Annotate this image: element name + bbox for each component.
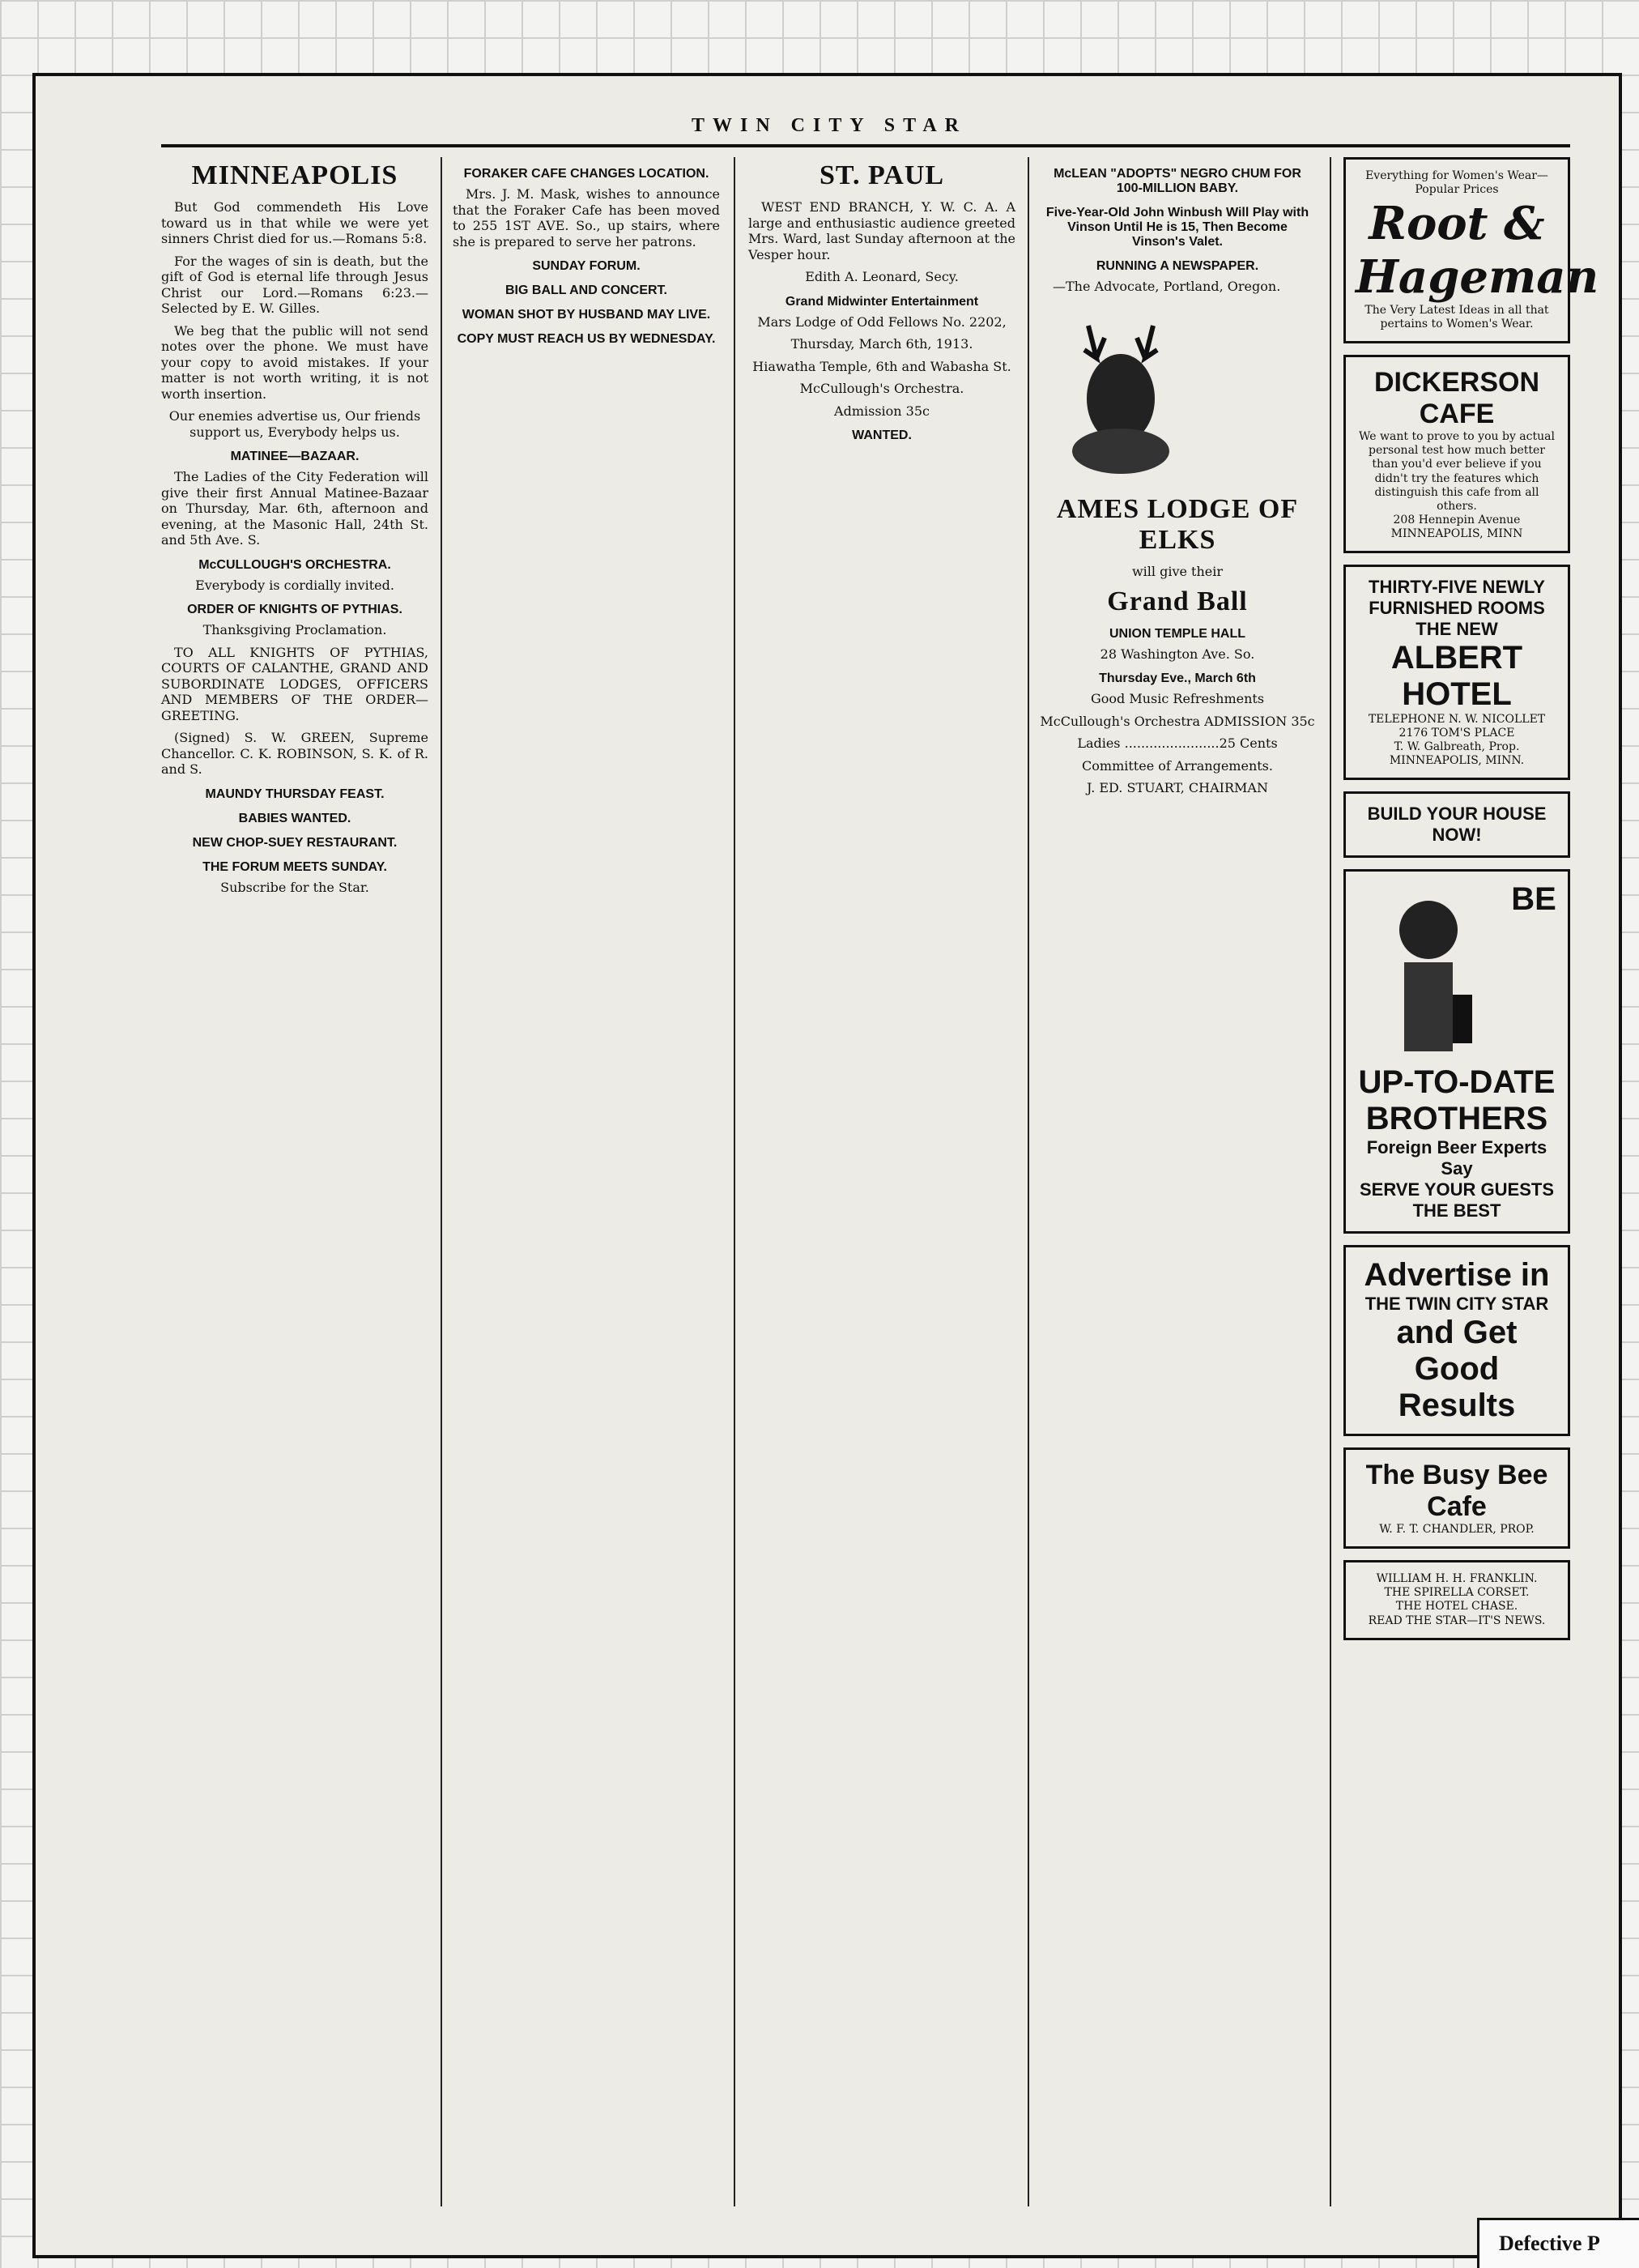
article-headline: BIG BALL AND CONCERT. <box>505 284 667 298</box>
event-notice: Admission 35c <box>834 403 930 419</box>
article-text: We beg that the public will not send notes over the phone. We must have your copy to avoid mistakes. If your matter is not worth writing, it is not worth insertion. <box>161 322 428 402</box>
ad-dickerson-cafe: DICKERSON CAFE We want to prove to you by actual personal test how much better than you'd ever believe if you didn't try the features which distinguish this cafe from all others. 208 Hennepin Avenue MINNEAPOLIS, MINN <box>1343 355 1570 553</box>
article-text: The Ladies of the City Federation will give their first Annual Matinee-Bazaar on Thursday, Mar. 6th, afternoon and evening, at the Masonic Hall, 24th St. and 5th Ave. S. <box>161 469 428 548</box>
ad-elks-title: AMES LODGE OF ELKS <box>1056 494 1299 556</box>
ad-text: J. ED. STUART, CHAIRMAN <box>1087 780 1268 796</box>
newspaper-page <box>32 73 1622 2258</box>
column-divider <box>441 157 442 2206</box>
ad-root-hageman: Everything for Women's Wear—Popular Prices Root & Hageman The Very Latest Ideas in all that pertains to Women's Wear. <box>1343 157 1570 343</box>
article-text: For the wages of sin is death, but the gift of God is eternal life through Jesus Christ our Lord.—Romans 6:23.—Selected by E. W. Gilles. <box>161 253 428 317</box>
ad-elks-grand-ball: Grand Ball <box>1107 586 1248 616</box>
event-notice: Hiawatha Temple, 6th and Wabasha St. <box>752 358 1011 374</box>
article-text: Our enemies advertise us, Our friends support us, Everybody helps us. <box>168 408 421 440</box>
event-notice: McCullough's Orchestra. <box>799 381 964 397</box>
masthead-rule <box>161 144 1570 147</box>
article-text: (Signed) S. W. GREEN, Supreme Chancellor. C. K. ROBINSON, S. K. of R. and S. <box>161 730 428 778</box>
column-divider <box>1028 157 1029 2206</box>
article-headline: WOMAN SHOT BY HUSBAND MAY LIVE. <box>462 308 711 322</box>
article-text: TO ALL KNIGHTS OF PYTHIAS, COURTS OF CALANTHE, GRAND AND SUBORDINATE LODGES, OFFICERS AND MEMBERS OF THE ORDER—GREETING. <box>161 644 428 723</box>
ad-albert-hotel: THIRTY-FIVE NEWLY FURNISHED ROOMS THE NEW ALBERT HOTEL TELEPHONE N. W. NICOLLET 2176 TOM'S PLACE T. W. Galbreath, Prop. MINNEAPOLIS, MINN. <box>1343 565 1570 780</box>
article-text: —The Advocate, Portland, Oregon. <box>1053 279 1281 294</box>
article-headline: COPY MUST REACH US BY WEDNESDAY. <box>457 332 716 347</box>
ad-text: Good Music Refreshments <box>1090 691 1265 707</box>
ad-grain-belt: BE UP-TO-DATE BROTHERS Foreign Beer Experts Say SERVE YOUR GUESTS THE BEST <box>1343 869 1570 1234</box>
ad-text: Ladies .......................25 Cents <box>1077 735 1278 752</box>
article-headline: McLEAN "ADOPTS" NEGRO CHUM FOR 100-MILLION BABY. <box>1054 167 1301 195</box>
column-st-paul <box>748 157 1015 2231</box>
ad-text: will give their <box>1131 564 1224 580</box>
event-notice: Mars Lodge of Odd Fellows No. 2202, <box>757 313 1007 330</box>
ad-build-house: BUILD YOUR HOUSE NOW! <box>1343 791 1570 858</box>
article-subheadline: Five-Year-Old John Winbush Will Play with Vinson Until He is 15, Then Become Vinson's Valet. <box>1045 206 1309 249</box>
ad-text: Committee of Arrangements. <box>1082 757 1273 774</box>
column-divider <box>1330 157 1331 2206</box>
section-head: ST. PAUL <box>819 160 945 190</box>
ad-text: McCullough's Orchestra ADMISSION 35c <box>1040 713 1315 729</box>
ad-notices: WILLIAM H. H. FRANKLIN. THE SPIRELLA CORSET. THE HOTEL CHASE. READ THE STAR—IT'S NEWS. <box>1343 1560 1570 1639</box>
lady-with-bottle-illustration <box>1356 881 1501 1059</box>
article-text: Subscribe for the Star. <box>220 879 369 895</box>
masthead: TWIN CITY STAR <box>691 115 968 136</box>
article-text: Thanksgiving Proclamation. <box>202 622 387 638</box>
column-ads <box>1343 157 1599 2231</box>
section-head: MINNEAPOLIS <box>191 160 398 190</box>
article-headline: WANTED. <box>852 428 912 443</box>
article-text: WEST END BRANCH, Y. W. C. A. A large and enthusiastic audience greeted Mrs. Ward, last Sunday afternoon at the Vesper hour. <box>748 199 1015 262</box>
ad-busy-bee-cafe: The Busy Bee Cafe W. F. T. CHANDLER, PROP. <box>1343 1447 1570 1549</box>
ad-text: 28 Washington Ave. So. <box>1100 646 1255 662</box>
article-headline: ORDER OF KNIGHTS OF PYTHIAS. <box>187 603 402 617</box>
article-headline: MAUNDY THURSDAY FEAST. <box>205 787 385 801</box>
article-headline: NEW CHOP-SUEY RESTAURANT. <box>192 835 398 850</box>
defective-page-tag: Defective P <box>1477 2218 1639 2268</box>
article-text: Mrs. J. M. Mask, wishes to announce that the Foraker Cafe has been moved to 255 1ST AVE. So., up stairs, where she is prepared to serve her patrons. <box>453 186 720 249</box>
article-text: But God commendeth His Love toward us in that while we were yet sinners Christ died for us.—Romans 5:8. <box>161 199 428 247</box>
article-headline: McCULLOUGH'S ORCHESTRA. <box>198 557 391 572</box>
article-headline: SUNDAY FORUM. <box>532 259 641 274</box>
column-two <box>453 157 720 2231</box>
article-headline: BABIES WANTED. <box>238 811 351 825</box>
column-divider <box>734 157 735 2206</box>
article-headline: FORAKER CAFE CHANGES LOCATION. <box>463 167 709 181</box>
elk-head-illustration <box>1040 309 1202 480</box>
ad-advertise: Advertise in THE TWIN CITY STAR and Get Good Results <box>1343 1245 1570 1436</box>
article-headline: MATINEE—BAZAAR. <box>230 450 360 464</box>
column-minneapolis <box>161 157 428 2231</box>
column-four <box>1040 157 1315 2231</box>
event-notice: Thursday, March 6th, 1913. <box>790 336 973 352</box>
ad-text: UNION TEMPLE HALL <box>1109 626 1245 641</box>
article-headline: THE FORUM MEETS SUNDAY. <box>202 859 387 874</box>
article-headline: RUNNING A NEWSPAPER. <box>1096 259 1259 273</box>
ad-text: Thursday Eve., March 6th <box>1099 671 1256 686</box>
article-text: Everybody is cordially invited. <box>195 577 394 593</box>
article-text: Edith A. Leonard, Secy. <box>805 269 959 285</box>
event-notice: Grand Midwinter Entertainment <box>785 294 979 309</box>
